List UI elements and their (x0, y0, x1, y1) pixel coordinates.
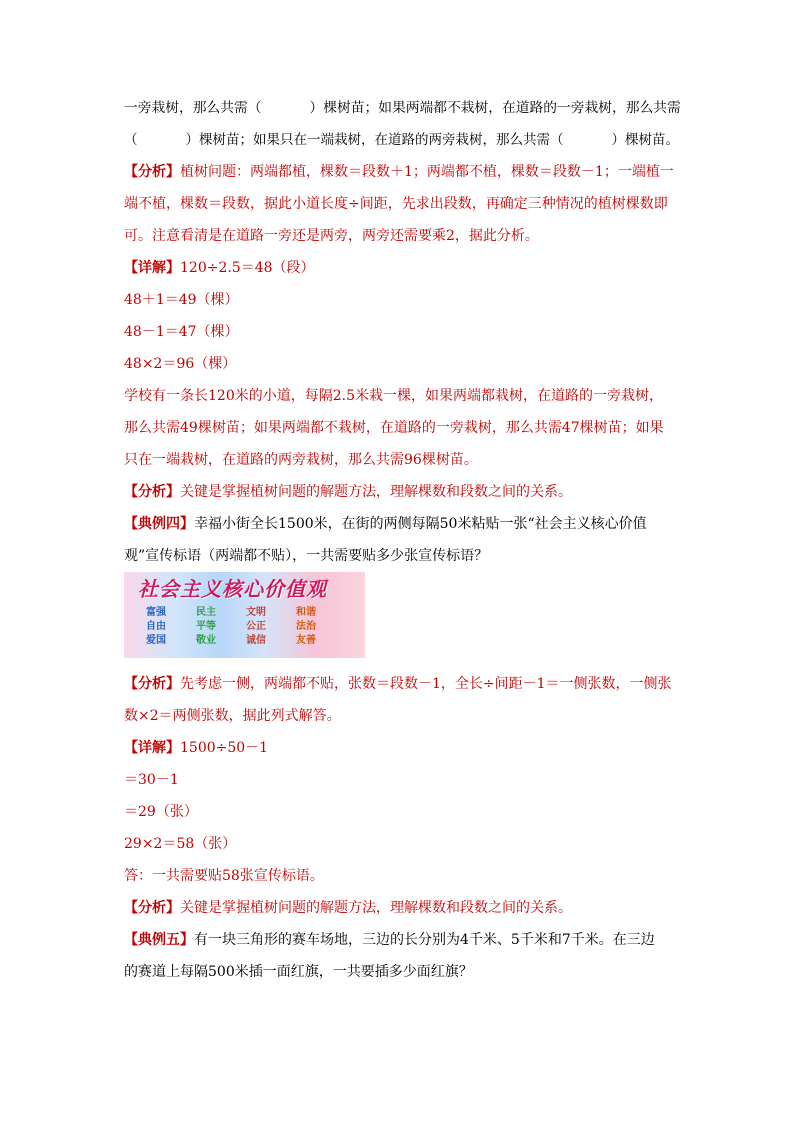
example-4-line-2 (124, 544, 684, 568)
line-text: 48＋1＝49（棵） (124, 292, 239, 308)
example-5-line-2 (124, 960, 684, 984)
section-tag: 【分析】 (124, 676, 180, 692)
text-line-2 (124, 128, 684, 152)
solution-1-line-3 (124, 320, 684, 344)
number-value: 58 (222, 868, 240, 884)
number-value: 47 (561, 420, 580, 436)
number-value: 120 (208, 388, 235, 404)
line-text: 米的小道，每隔 (234, 388, 333, 404)
analysis-3-line-1 (124, 672, 684, 696)
solution-1-line-4 (124, 352, 684, 376)
poster-value-word: 平等 (196, 621, 216, 632)
section-tag: 【典例四】 (124, 516, 194, 532)
poster-value-word: 民主 (196, 607, 216, 618)
analysis-4-line-1 (124, 896, 684, 920)
line-text: 1500÷50－1 (180, 740, 269, 756)
line-text: 答：一共需要贴 (124, 868, 222, 884)
line-text: 48×2＝96（棵） (124, 356, 237, 372)
line-text: 可。注意看清是在道路一旁还是两旁，两旁还需要乘2，据此分析。 (124, 228, 539, 244)
core-values-poster (124, 572, 365, 658)
section-tag: 【详解】 (124, 260, 180, 276)
line-text: 米栽一棵，如果两端都栽树，在道路的一旁栽树， (355, 388, 663, 404)
line-text: 数×2＝两侧张数，据此列式解答。 (124, 708, 341, 724)
number-value: 49 (180, 420, 198, 436)
line-text: ）棵树苗；如果两端都不栽树，在道路的一旁栽树，那么共需 (309, 100, 681, 116)
poster-values-grid (146, 606, 346, 648)
answer-1-line-3 (124, 448, 684, 472)
number-value: 2.5 (332, 388, 355, 404)
poster-value-word: 公正 (246, 621, 266, 632)
line-text: 棵树苗；如果 (579, 420, 664, 436)
poster-title: 社会主义核心价值观 (138, 577, 327, 601)
line-text: 先考虑一侧，两端都不贴，张数＝段数－1，全长÷间距－1＝一侧张数，一侧张 (180, 676, 672, 692)
section-tag: 【分析】 (124, 164, 180, 180)
poster-value-word: 爱国 (146, 635, 166, 646)
line-text: 120÷2.5＝48（段） (180, 260, 315, 276)
section-tag: 【分析】 (124, 900, 180, 916)
solution-1-line-2 (124, 288, 684, 312)
poster-value-word: 自由 (146, 621, 166, 632)
solution-2-line-3 (124, 800, 684, 824)
analysis-1-line-2 (124, 192, 684, 216)
solution-2-line-2 (124, 768, 684, 792)
solution-1-line-1 (124, 256, 684, 280)
example-5-line-1 (124, 928, 684, 952)
number-value: 96 (404, 452, 422, 468)
line-text: 的赛道上每隔500米插一面红旗，一共要插多少面红旗？ (124, 964, 473, 980)
analysis-1-line-1 (124, 160, 684, 184)
line-text: 48－1＝47（棵） (124, 324, 239, 340)
line-text: 棵树苗。 (421, 452, 478, 468)
section-tag: 【典例五】 (124, 932, 194, 948)
line-text: 那么共需 (124, 420, 180, 436)
answer-1-line-1 (124, 384, 684, 408)
solution-2-line-1 (124, 736, 684, 760)
example-4-line-1 (124, 512, 684, 536)
line-text: ＝29（张） (124, 804, 198, 820)
section-tag: 【详解】 (124, 740, 180, 756)
poster-value-word: 友善 (296, 635, 316, 646)
section-tag: 【分析】 (124, 484, 180, 500)
poster-value-word: 法治 (296, 621, 316, 632)
line-text: （ (124, 132, 138, 148)
line-text: 关键是掌握植树问题的解题方法，理解棵数和段数之间的关系。 (180, 484, 572, 500)
line-text: 张宣传标语。 (239, 868, 324, 884)
poster-value-word: 文明 (246, 607, 266, 618)
line-text: 一旁栽树，那么共需（ (124, 100, 262, 116)
line-text: 只在一端栽树，在道路的两旁栽树，那么共需 (124, 452, 404, 468)
line-text: 棵树苗；如果两端都不栽树，在道路的一旁栽树，那么共需 (197, 420, 562, 436)
solution-2-line-4 (124, 832, 684, 856)
analysis-3-line-2 (124, 704, 684, 728)
line-text: 观”宣传标语（两端都不贴），一共需要贴多少张宣传标语？ (124, 548, 489, 564)
analysis-1-line-3 (124, 224, 684, 248)
poster-value-word: 敬业 (196, 635, 216, 646)
line-text: 学校有一条长 (124, 388, 208, 404)
line-text: 幸福小街全长1500米，在街的两侧每隔50米粘贴一张“社会主义核心价值 (194, 516, 647, 532)
line-text: 植树问题：两端都植，棵数＝段数＋1；两端都不植，棵数＝段数－1；一端植一 (180, 164, 674, 180)
answer-1-line-2 (124, 416, 684, 440)
line-text: ）棵树苗；如果只在一端栽树，在道路的两旁栽树，那么共需（ (185, 132, 564, 148)
line-text: 有一块三角形的赛车场地，三边的长分别为4千米、5千米和7千米。在三边 (194, 932, 655, 948)
answer-2-line (124, 864, 684, 888)
poster-value-word: 诚信 (246, 635, 266, 646)
analysis-2-line-1 (124, 480, 684, 504)
line-text: 端不植，棵数＝段数，据此小道长度÷间距，先求出段数，再确定三种情况的植树棵数即 (124, 196, 668, 212)
poster-value-word: 富强 (146, 607, 166, 618)
poster-value-word: 和谐 (296, 607, 316, 618)
line-text: 29×2＝58（张） (124, 836, 237, 852)
line-text: 关键是掌握植树问题的解题方法，理解棵数和段数之间的关系。 (180, 900, 572, 916)
text-line-1 (124, 96, 684, 120)
line-text: ＝30－1 (124, 772, 179, 788)
line-text: ）棵树苗。 (611, 132, 679, 148)
